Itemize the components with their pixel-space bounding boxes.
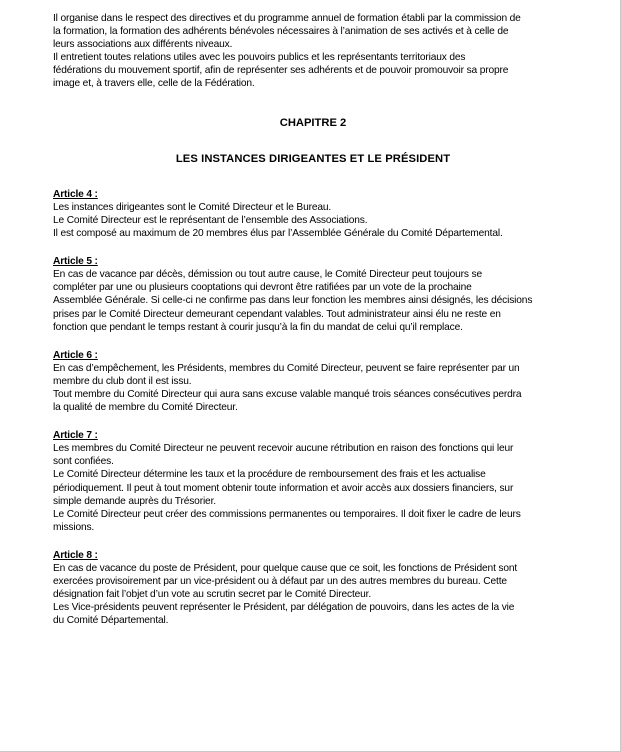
text-line: Le Comité Directeur est le représentant de l’ensemble des Associations. (53, 214, 368, 226)
text-line: Les membres du Comité Directeur ne peuvent recevoir aucune rétribution en raison des fonctions qui leur (53, 443, 514, 455)
text-line: En cas de vacance du poste de Président, pour quelque cause que ce soit, les fonctions de Président sont (53, 563, 518, 574)
article-title: Article 8 : (53, 549, 98, 561)
article-title: Article 5 : (53, 256, 98, 268)
text-line: Il organise dans le respect des directives et du programme annuel de formation établi par la commission de (53, 13, 521, 24)
chapter-title: LES INSTANCES DIRIGEANTES ET LE PRÉSIDENT (175, 152, 451, 165)
text-line: Assemblée Générale. Si celle-ci ne confirme pas dans leur fonction les membres ainsi désignés, les décisions (53, 295, 533, 307)
text-line: Tout membre du Comité Directeur qui aura sans excuse valable manqué trois séances consécutives perdra (53, 388, 522, 400)
article-title: Article 4 : (53, 188, 98, 200)
text-line: Il est composé au maximum de 20 membres élus par l’Assemblée Générale du Comité Départemental. (53, 228, 503, 240)
text-line: Le Comité Directeur peut créer des commissions permanentes ou temporaires. Il doit fixer le cadre de leurs (53, 508, 521, 520)
text-line: exercées provisoirement par un vice-président ou à défaut par un des autres membres du bureau. Cette (53, 576, 507, 588)
text-line: fonction que pendant le temps restant à courir jusqu’à la fin du mandat de celui qu’il remplace. (53, 321, 463, 333)
text-line: image et, à travers elle, celle de la Fédération. (53, 78, 255, 90)
text-line: fédérations du mouvement sportif, afin de représenter ses adhérents et de pouvoir promouvoir sa propre (53, 65, 509, 77)
text-line: Les Vice-présidents peuvent représenter le Président, par délégation de pouvoirs, dans les actes de la vie (53, 602, 515, 614)
article-8 (53, 549, 573, 628)
text-line: En cas d’empêchement, les Présidents, membres du Comité Directeur, peuvent se faire représenter par un (53, 362, 520, 374)
text-line: simple demande auprès du Trésorier. (53, 495, 216, 507)
text-line: périodiquement. Il peut à tout moment obtenir toute information et avoir accès aux dossiers financiers, sur (53, 482, 514, 494)
article-6 (53, 349, 573, 414)
intro-paragraph (53, 12, 573, 91)
article-5 (53, 255, 573, 334)
text-line: membre du club dont il est issu. (53, 375, 192, 387)
text-line: la qualité de membre du Comité Directeur. (53, 402, 238, 414)
text-line: leurs associations aux différents niveaux. (53, 39, 233, 51)
text-line: désignation fait l’objet d’un vote au scrutin secret par le Comité Directeur. (53, 589, 372, 601)
text-line: la formation, la formation des adhérents bénévoles nécessaires à l’animation de ses activés et à celle de (53, 26, 509, 38)
article-title: Article 7 : (53, 430, 98, 442)
article-7 (53, 429, 573, 534)
text-line: Les instances dirigeantes sont le Comité Directeur et le Bureau. (53, 201, 332, 213)
text-line: prises par le Comité Directeur demeurant cependant valables. Tout administrateur ainsi élu ne reste en (53, 308, 501, 320)
text-line: compléter par une ou plusieurs cooptations qui devront être ratifiées par un vote de la prochaine (53, 282, 472, 294)
text-line: missions. (53, 521, 95, 533)
text-line: du Comité Départemental. (53, 615, 169, 627)
document-content (53, 12, 573, 627)
article-4 (53, 188, 573, 240)
text-line: Le Comité Directeur détermine les taux et la procédure de remboursement des frais et les actualise (53, 469, 486, 481)
article-title: Article 6 : (53, 349, 98, 361)
text-line: En cas de vacance par décès, démission ou tout autre cause, le Comité Directeur peut toujours se (53, 269, 482, 281)
chapter-number: CHAPITRE 2 (279, 116, 347, 129)
text-line: sont confiées. (53, 456, 114, 468)
text-line: Il entretient toutes relations utiles avec les pouvoirs publics et les représentants territoriaux des (53, 52, 466, 64)
